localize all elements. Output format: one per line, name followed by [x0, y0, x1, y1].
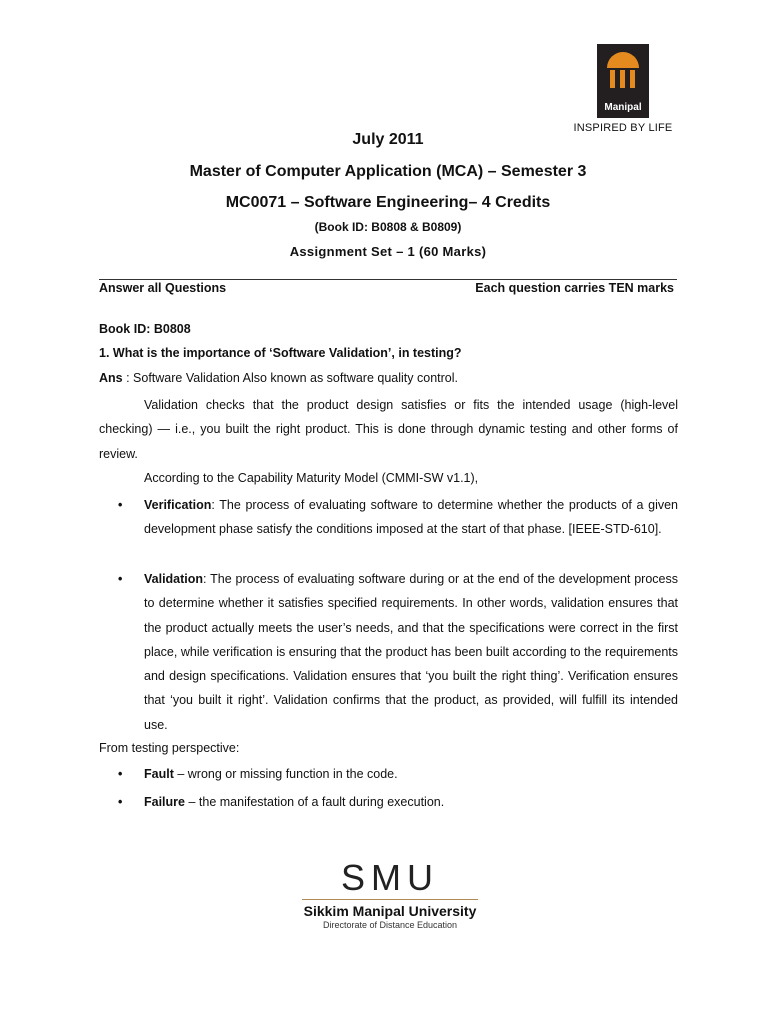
program-title: Master of Computer Application (MCA) – Semester 3 [189, 163, 587, 180]
logo-tagline: INSPIRED BY LIFE [573, 122, 673, 134]
bullet-text: – wrong or missing function in the code. [173, 767, 398, 781]
manipal-logo [568, 44, 678, 134]
bullet-verification [118, 493, 678, 542]
instructions-right: Each question carries TEN marks [475, 281, 674, 295]
bullet-text: : The process of evaluating software during or at the end of the development process to determine whether it satisfies specified requirements. In other words, validation ensures that the product actually meets the user’s needs, and that the specifications were correct in the first place, while verification is ensuring that the product has been built according to the requirements and design specifications. Validation ensures that ‘you built the right thing’. Verification ensures that ‘you built it right’. Validation confirms that the product, as provided, will fulfill its intended use. [144, 572, 678, 732]
question-1: 1. What is the importance of ‘Software Validation’, in testing? [99, 346, 462, 360]
instructions-left: Answer all Questions [99, 281, 227, 295]
bullet-dot-icon: • [118, 795, 123, 809]
logo-brand-text: Manipal [604, 102, 642, 113]
bullet-dot-icon: • [118, 572, 123, 586]
logo-figure-shape [609, 70, 637, 88]
bullet-text: – the manifestation of a fault during execution. [185, 795, 445, 809]
answer-text: : Software Validation Also known as software quality control. [122, 371, 458, 385]
answer-line [99, 366, 458, 390]
bullet-dot-icon: • [118, 498, 123, 512]
bullet-term: Verification [144, 498, 212, 512]
answer-label: Ans [99, 371, 123, 385]
smu-logo [302, 858, 478, 930]
header-divider [99, 279, 677, 280]
paragraph-cmmi: According to the Capability Maturity Model (CMMI-SW v1.1), [144, 471, 479, 485]
logo-sun-shape [607, 52, 639, 68]
document-date: July 2011 [352, 131, 424, 148]
bullet-term: Failure [144, 795, 185, 809]
bullet-validation [118, 567, 678, 737]
smu-mark: SMU [341, 857, 439, 898]
bullet-fault [118, 762, 678, 786]
bullet-dot-icon: • [118, 767, 123, 781]
book-ids: (Book ID: B0808 & B0809) [314, 220, 462, 234]
testing-perspective: From testing perspective: [99, 741, 240, 755]
book-id-heading: Book ID: B0808 [99, 322, 191, 336]
course-title: MC0071 – Software Engineering– 4 Credits [225, 194, 551, 211]
smu-subtitle: Directorate of Distance Education [322, 920, 458, 930]
assignment-title: Assignment Set – 1 (60 Marks) [289, 244, 487, 259]
bullet-term: Fault [144, 767, 174, 781]
bullet-term: Validation [144, 572, 204, 586]
manipal-logo-mark [597, 44, 649, 118]
smu-divider [302, 899, 478, 900]
bullet-failure [118, 790, 678, 814]
bullet-text: : The process of evaluating software to determine whether the products of a given development phase satisfy the conditions imposed at the start of that phase. [IEEE-STD-610]. [144, 498, 678, 537]
paragraph-validation-checks: Validation checks that the product design satisfies or fits the intended usage (high-level checking) — i.e., you built the right product. This is done through dynamic testing and other forms of review. [99, 398, 678, 461]
smu-name: Sikkim Manipal University [303, 903, 477, 919]
